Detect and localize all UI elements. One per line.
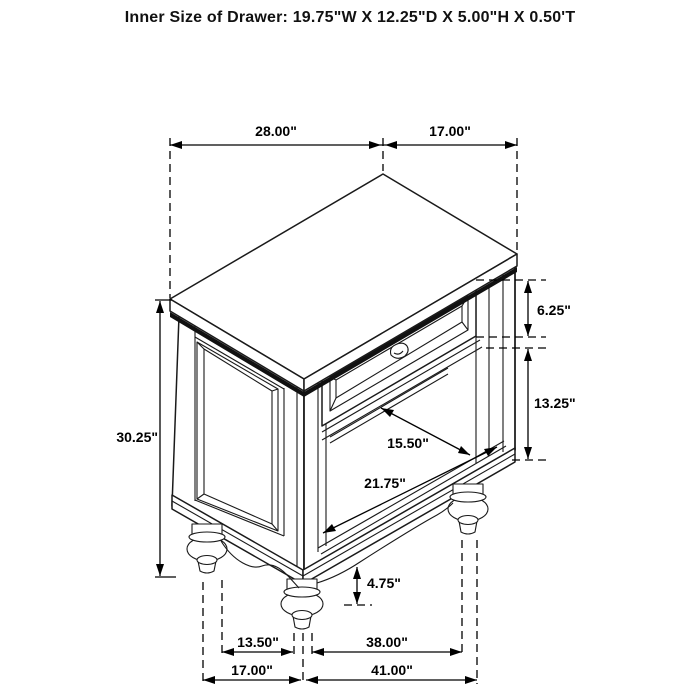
dim-overall-height [116,300,176,577]
nightstand-drawing [170,174,517,629]
dim-leg-height-label: 4.75" [367,575,401,591]
dim-leg-height [344,567,401,605]
dim-shelf-width-label: 21.75" [364,475,406,491]
dim-footprint-depth-label: 17.00" [231,662,273,678]
right-rear-leg [448,484,488,534]
dim-opening-height-label: 13.25" [534,395,576,411]
dim-overall-height-label: 30.25" [116,429,158,445]
dim-depth-top-label: 17.00" [429,123,471,139]
left-rear-leg [187,524,227,573]
dim-bottom-row1 [222,634,462,656]
dim-shelf-depth-label: 15.50" [387,435,429,451]
dim-bottom-row2 [203,662,477,684]
dim-leg-spacing-front-label: 38.00" [366,634,408,650]
diagram-title: Inner Size of Drawer: 19.75"W X 12.25"D X 5.00"H X 0.50'T [124,9,576,26]
dim-drawer-height-label: 6.25" [537,302,571,318]
dim-footprint-width-label: 41.00" [371,662,413,678]
dim-leg-spacing-side-label: 13.50" [237,634,279,650]
drawer-knob [391,343,409,358]
front-leg [281,579,323,629]
dim-width-top-label: 28.00" [255,123,297,139]
